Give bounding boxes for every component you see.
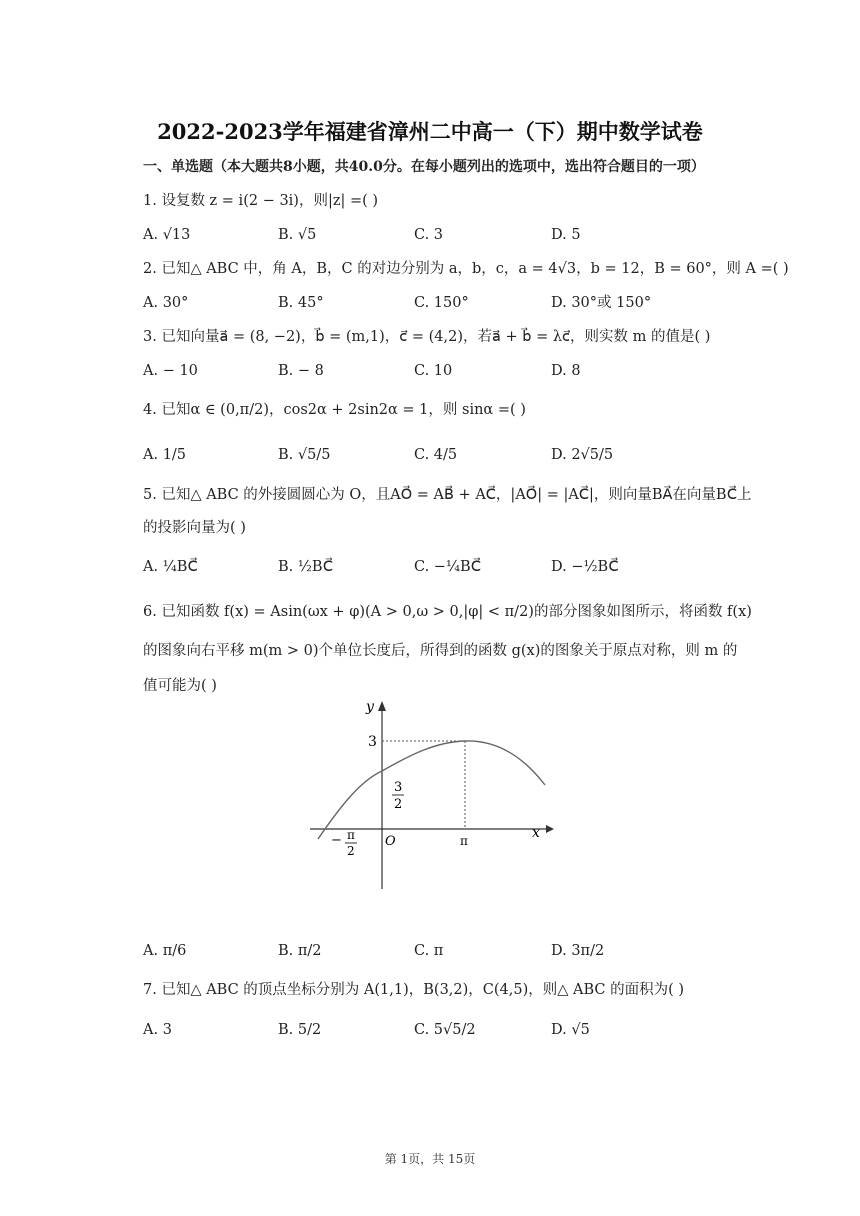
sine-curve xyxy=(318,741,545,839)
question-6-stem-line2: 的图象向右平移 m(m > 0)个单位长度后，所得到的函数 g(x)的图象关于原点对称，则 m 的 xyxy=(143,643,738,659)
q4-option-a: A. 1/5 xyxy=(143,447,187,463)
page-title: 2022-2023学年福建省漳州二中高一（下）期中数学试卷 xyxy=(157,119,703,144)
q7-option-b: B. 5/2 xyxy=(278,1022,322,1038)
x-axis-arrow xyxy=(546,825,554,833)
q3-option-a: A. − 10 xyxy=(143,363,198,379)
q6-option-b: B. π/2 xyxy=(278,943,322,959)
question-3-stem: 3. 已知向量a⃗ = (8, −2)，b⃗ = (m,1)，c⃗ = (4,2)，若a⃗ + b⃗ = λc⃗，则实数 m 的值是( ) xyxy=(143,329,711,345)
q7-option-c: C. 5√5/2 xyxy=(414,1022,476,1038)
y-axis-arrow xyxy=(378,701,386,711)
q5-option-a: A. ¼BC⃗ xyxy=(143,559,198,575)
question-5-stem-line2: 的投影向量为( ) xyxy=(143,520,246,536)
neg-pi-half-sign: − xyxy=(331,833,342,848)
q5-option-b: B. ½BC⃗ xyxy=(278,559,333,575)
q2-option-a: A. 30° xyxy=(143,295,189,311)
pi-tick-label: π xyxy=(460,834,468,848)
q3-option-b: B. − 8 xyxy=(278,363,324,379)
q3-option-d: D. 8 xyxy=(551,363,581,379)
origin-label: O xyxy=(385,834,396,849)
q7-option-d: D. √5 xyxy=(551,1022,590,1038)
q7-option-a: A. 3 xyxy=(143,1022,172,1038)
q1-option-b: B. √5 xyxy=(278,227,317,243)
function-graph-figure xyxy=(300,695,560,895)
question-1-stem: 1. 设复数 z = i(2 − 3i)，则|z| =( ) xyxy=(143,193,379,209)
q3-option-c: C. 10 xyxy=(414,363,453,379)
q2-option-b: B. 45° xyxy=(278,295,324,311)
q5-option-c: C. −¼BC⃗ xyxy=(414,559,482,575)
question-2-stem: 2. 已知△ ABC 中，角 A，B，C 的对边分别为 a，b，c，a = 4√3，b = 12，B = 60°，则 A =( ) xyxy=(143,261,789,277)
q5-option-d: D. −½BC⃗ xyxy=(551,559,619,575)
page-footer: 第 1页，共 15页 xyxy=(384,1152,476,1166)
x-axis-label: x xyxy=(532,825,540,841)
q1-option-a: A. √13 xyxy=(143,227,191,243)
neg-pi-half-denominator: 2 xyxy=(347,844,355,858)
q4-option-b: B. √5/5 xyxy=(278,447,331,463)
y-axis-label: y xyxy=(366,699,374,715)
q1-option-d: D. 5 xyxy=(551,227,581,243)
y-intercept-label-numerator: 3 xyxy=(394,780,403,795)
max-value-label: 3 xyxy=(368,734,377,750)
q6-option-a: A. π/6 xyxy=(143,943,187,959)
question-5-stem-line1: 5. 已知△ ABC 的外接圆圆心为 O，且AO⃗ = AB⃗ + AC⃗，|AO⃗| = |AC⃗|，则向量BA⃗在向量BC⃗上 xyxy=(143,487,752,503)
q4-option-d: D. 2√5/5 xyxy=(551,447,614,463)
q6-option-c: C. π xyxy=(414,943,444,959)
q6-option-d: D. 3π/2 xyxy=(551,943,605,959)
q2-option-d: D. 30°或 150° xyxy=(551,295,652,311)
q1-option-c: C. 3 xyxy=(414,227,444,243)
y-intercept-label-denominator: 2 xyxy=(394,797,403,812)
question-7-stem: 7. 已知△ ABC 的顶点坐标分别为 A(1,1)，B(3,2)，C(4,5)，则△ ABC 的面积为( ) xyxy=(143,982,685,998)
question-4-stem: 4. 已知α ∈ (0,π/2)，cos2α + 2sin2α = 1，则 sinα =( ) xyxy=(143,402,526,418)
neg-pi-half-numerator: π xyxy=(347,828,355,842)
question-6-stem-line3: 值可能为( ) xyxy=(143,678,217,694)
section-heading: 一、单选题（本大题共8小题，共40.0分。在每小题列出的选项中，选出符合题目的一项） xyxy=(143,159,705,175)
question-6-stem-line1: 6. 已知函数 f(x) = Asin(ωx + φ)(A > 0,ω > 0,|φ| < π/2)的部分图象如图所示，将函数 f(x) xyxy=(143,604,752,620)
q2-option-c: C. 150° xyxy=(414,295,469,311)
q4-option-c: C. 4/5 xyxy=(414,447,458,463)
